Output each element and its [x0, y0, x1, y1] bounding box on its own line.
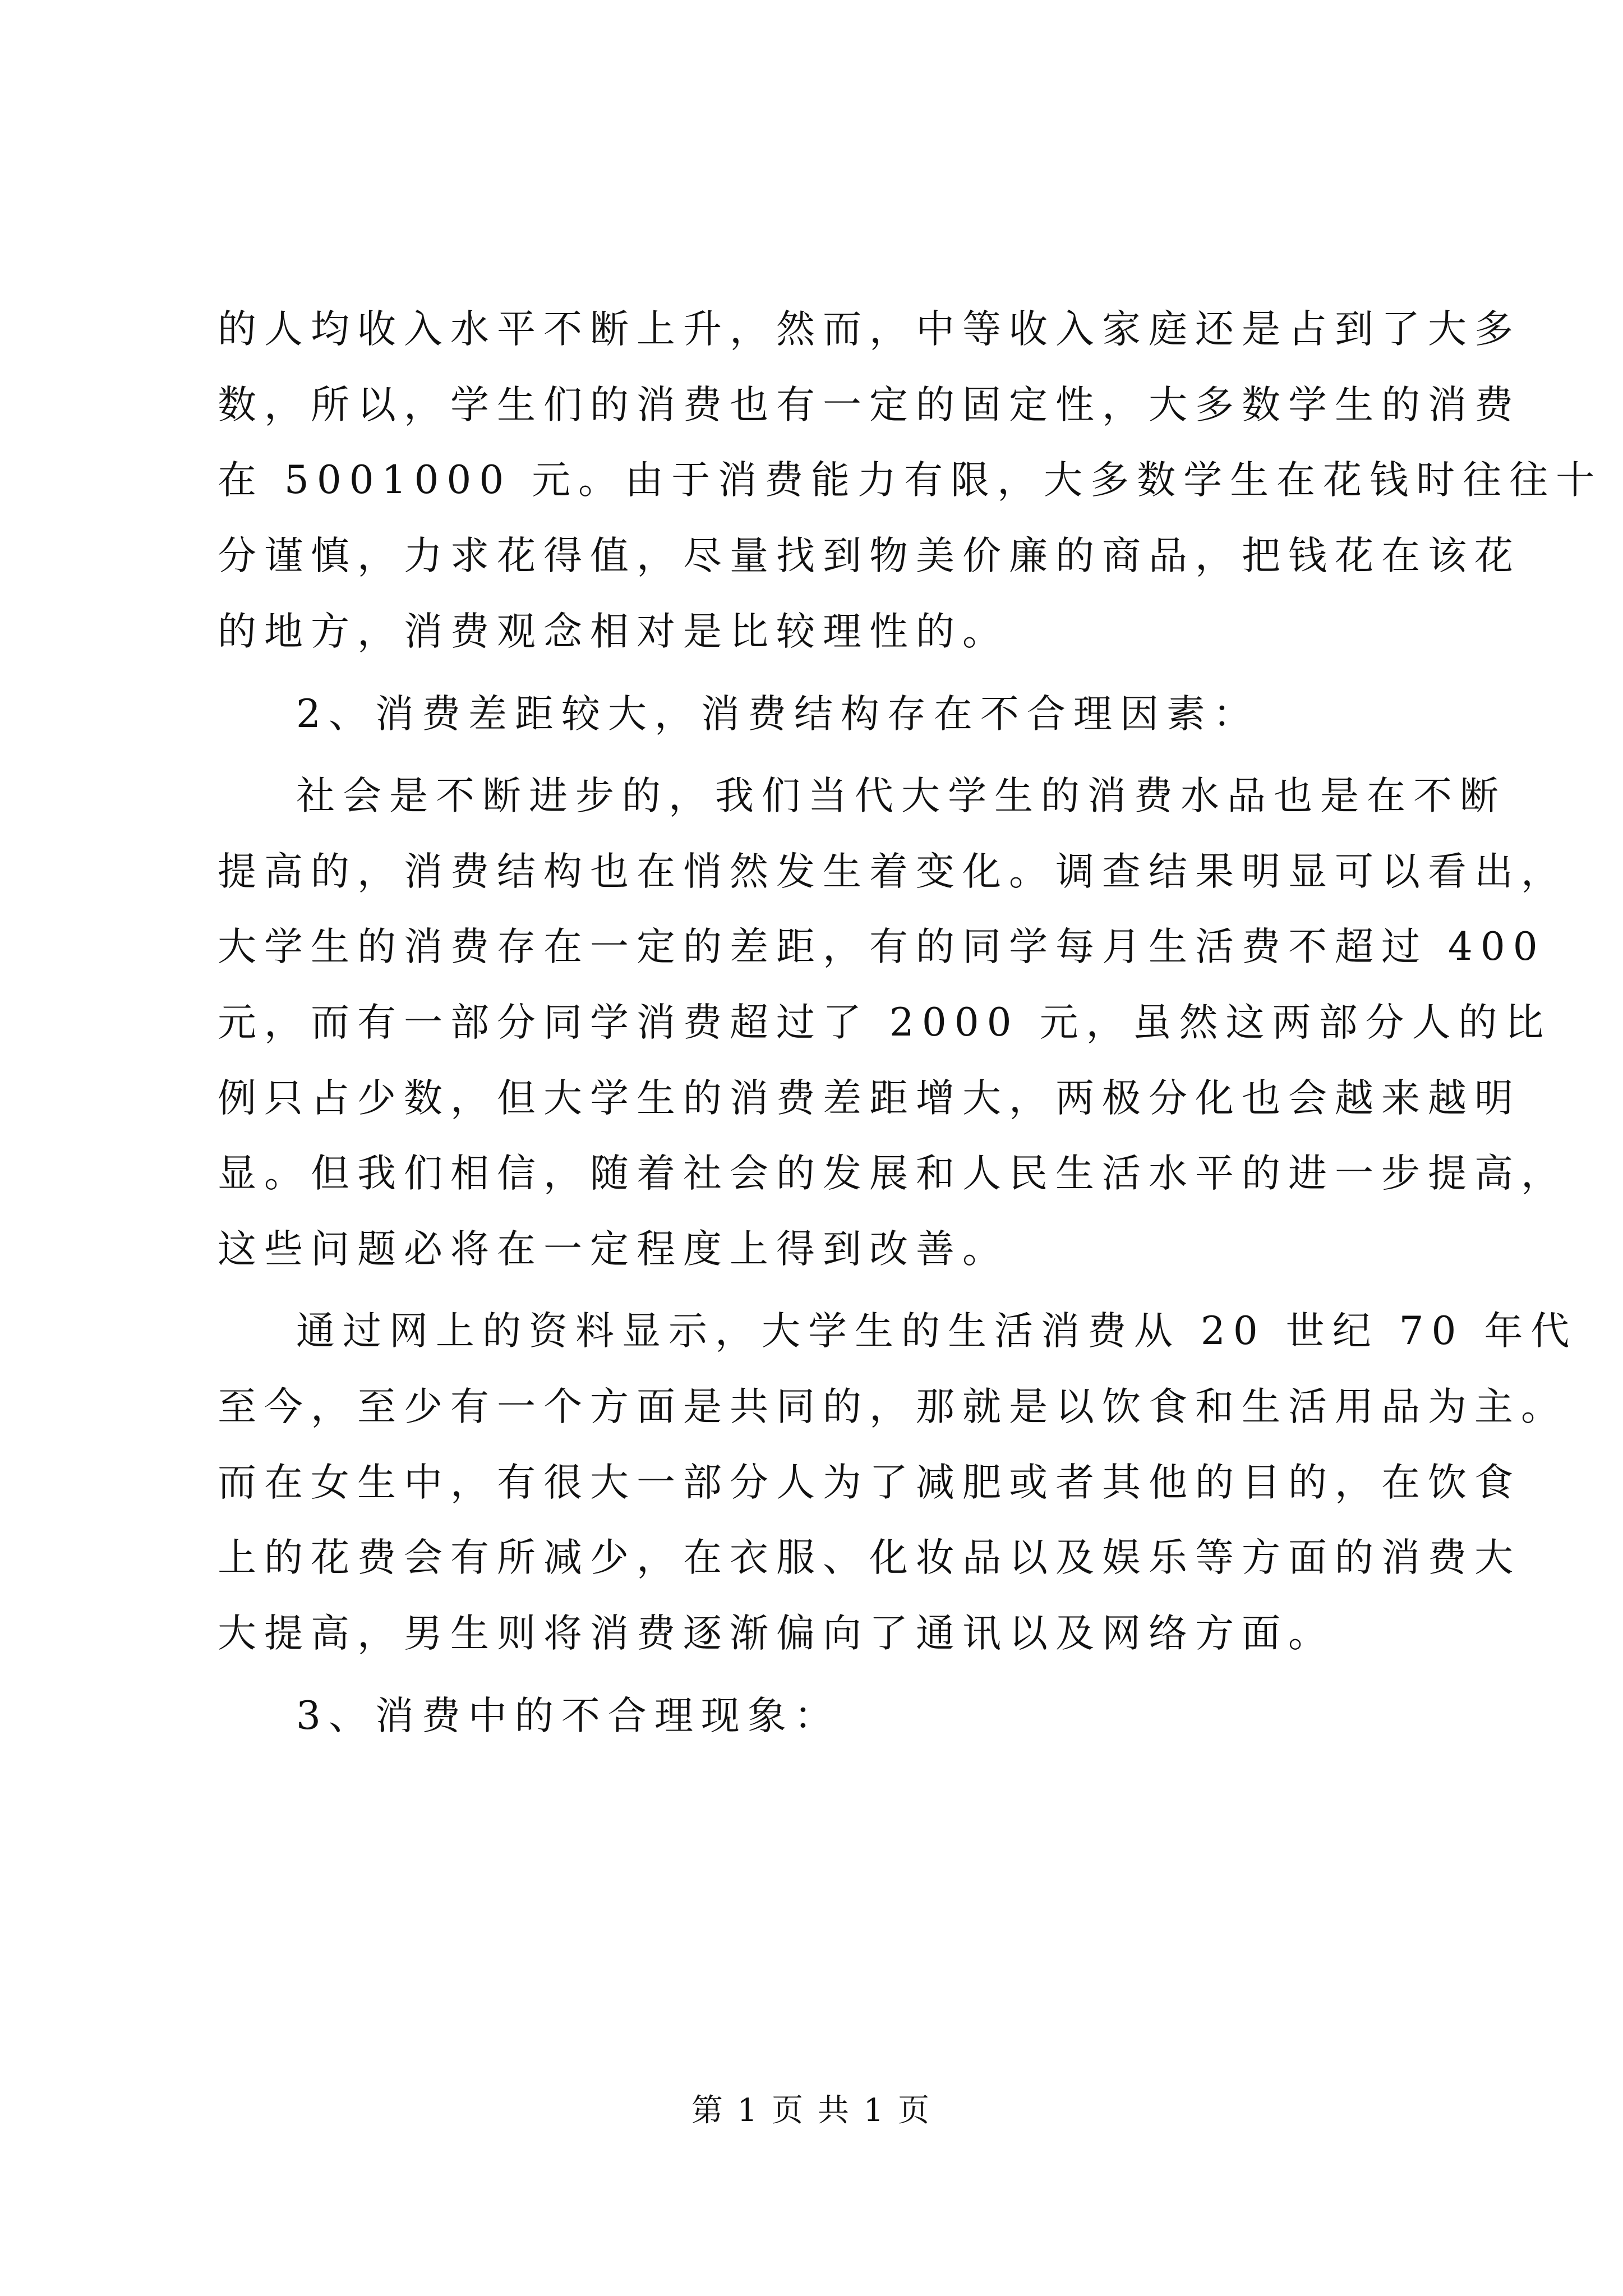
paragraph-line: 大学生的消费存在一定的差距，有的同学每月生活费不超过 400: [218, 924, 1546, 969]
paragraph-line: 元，而有一部分同学消费超过了 2000 元，虽然这两部分人的比: [218, 1000, 1552, 1045]
paragraph-line: 大提高，男生则将消费逐渐偏向了通讯以及网络方面。: [218, 1611, 1335, 1656]
paragraph-line: 至今，至少有一个方面是共同的，那就是以饮食和生活用品为主。: [218, 1384, 1567, 1429]
paragraph-line: 例只占少数，但大学生的消费差距增大，两极分化也会越来越明: [218, 1076, 1521, 1121]
paragraph-line: 显。但我们相信，随着社会的发展和人民生活水平的进一步提高，: [218, 1151, 1567, 1196]
paragraph-line: 上的花费会有所减少，在衣服、化妆品以及娱乐等方面的消费大: [218, 1535, 1521, 1580]
paragraph-line: 数，所以，学生们的消费也有一定的固定性，大多数学生的消费: [218, 383, 1521, 427]
page-footer: 第 1 页 共 1 页: [691, 2092, 932, 2129]
paragraph-line: 的人均收入水平不断上升，然而，中等收入家庭还是占到了大多: [218, 307, 1521, 352]
section-heading: 3、消费中的不合理现象：: [296, 1694, 841, 1738]
paragraph-line: 分谨慎，力求花得值，尽量找到物美价廉的商品，把钱花在该花: [218, 533, 1521, 578]
paragraph-line: 的地方，消费观念相对是比较理性的。: [218, 609, 1009, 654]
section-heading: 2、消费差距较大，消费结构存在不合理因素：: [296, 692, 1260, 737]
paragraph-line: 而在女生中，有很大一部分人为了减肥或者其他的目的，在饮食: [218, 1460, 1521, 1505]
paragraph-line: 通过网上的资料显示，大学生的生活消费从 20 世纪 70 年代: [296, 1309, 1578, 1354]
paragraph-line: 社会是不断进步的，我们当代大学生的消费水品也是在不断: [296, 774, 1506, 818]
paragraph-line: 这些问题必将在一定程度上得到改善。: [218, 1227, 1009, 1272]
paragraph-line: 提高的，消费结构也在悄然发生着变化。调查结果明显可以看出，: [218, 849, 1567, 894]
paragraph-line: 在 5001000 元。由于消费能力有限，大多数学生在花钱时往往十: [218, 458, 1603, 503]
